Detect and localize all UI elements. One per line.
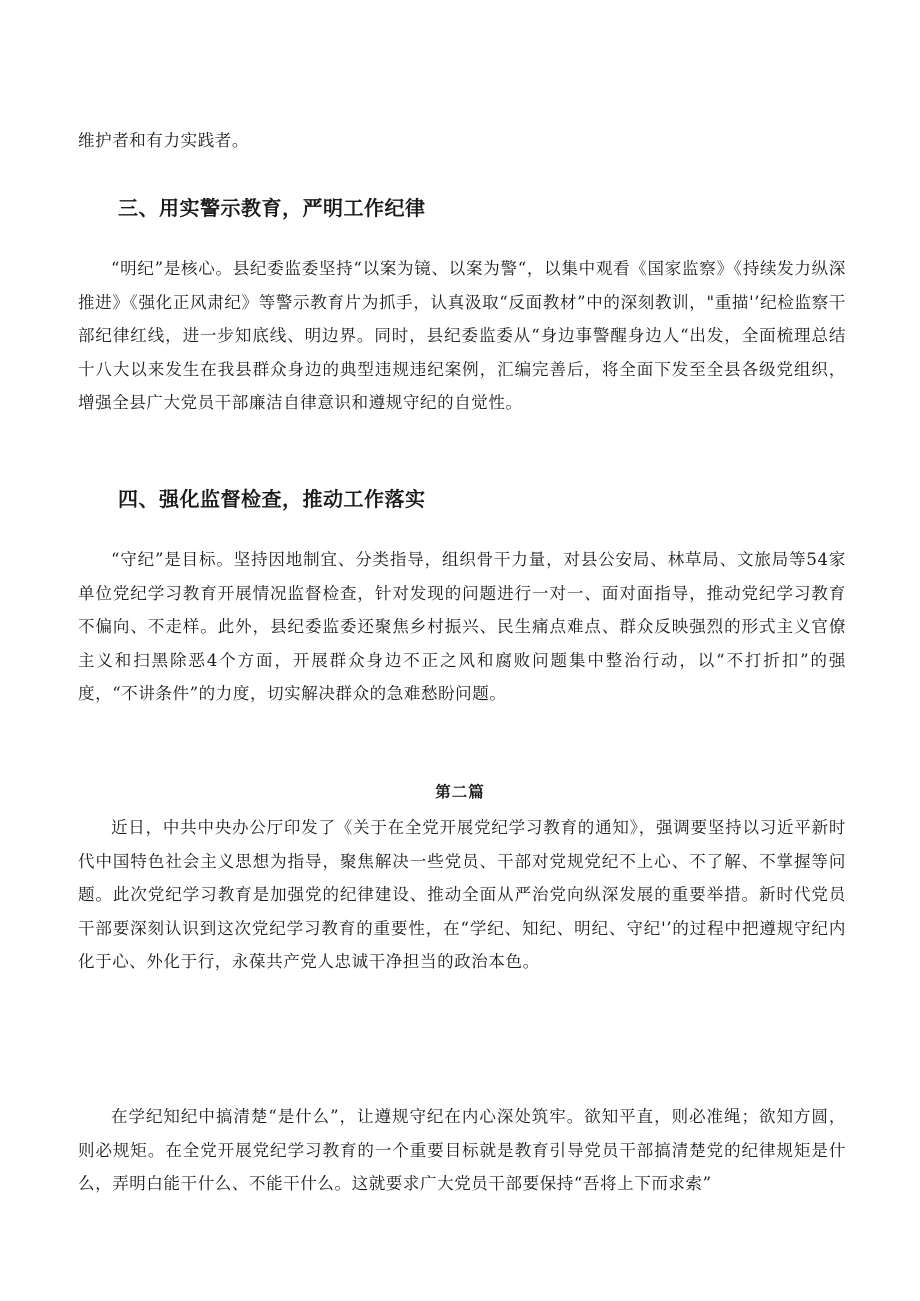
paragraph-xueji: 在学纪知纪中搞清楚“是什么”，让遵规守纪在内心深处筑牢。欲知平直，则必准绳；欲知方圆，则必规矩。在全党开展党纪学习教育的一个重要目标就是教育引导党员干部搞清楚党的纪律规矩是什么，弄明白能干什么、不能干什么。这就要求广大党员干部要保持“吾将上下而求索” bbox=[78, 1107, 846, 1193]
heading-section-4: 四、强化监督检查，推动工作落实 bbox=[118, 487, 426, 511]
paragraph-continuation: 维护者和有力实践者。 bbox=[78, 131, 249, 150]
paragraph-mingji: “明纪”是核心。县纪委监委坚持“以案为镜、以案为警“，以集中观看《国家监察》《持续发力纵深推进》《强化正风肃纪》等警示教育片为抓手，认真汲取“反面教材”中的深刻教训，"重描'’纪检监察干部纪律红线，进一步知底线、明边界。同时，县纪委监委从“身边事警醒身边人“出发，全面梳理总结十八大以来发生在我县群众身边的典型违规违纪案例，汇编完善后，将全面下发至全县各级党组织，增强全县广大党员干部廉洁自律意识和遵规守纪的自觉性。 bbox=[78, 259, 846, 412]
paragraph-shouji: “守纪”是目标。坚持因地制宜、分类指导，组织骨干力量，对县公安局、林草局、文旅局等54家单位党纪学习教育开展情况监督检查，针对发现的问题进行一对一、面对面指导，推动党纪学习教育不偏向、不走样。此外，县纪委监委还聚焦乡村振兴、民生痛点难点、群众反映强烈的形式主义官僚主义和扫黑除恶4个方面，开展群众身边不正之风和腐败问题集中整治行动，以“不打折扣”的强度，“不讲条件”的力度，切实解决群众的急难愁盼问题。 bbox=[78, 550, 846, 703]
section-title-second: 第二篇 bbox=[435, 782, 485, 801]
paragraph-intro: 近日，中共中央办公厅印发了《关于在全党开展党纪学习教育的通知》，强调要坚持以习近平新时代中国特色社会主义思想为指导，聚焦解决一些党员、干部对党规党纪不上心、不了解、不掌握等问题。此次党纪学习教育是加强党的纪律建设、推动全面从严治党向纵深发展的重要举措。新时代党员干部要深刻认识到这次党纪学习教育的重要性，在“学纪、知纪、明纪、守纪'’的过程中把遵规守纪内化于心、外化于行，永葆共产党人忠诚干净担当的政治本色。 bbox=[78, 818, 846, 971]
heading-section-3: 三、用实警示教育，严明工作纪律 bbox=[118, 196, 426, 220]
